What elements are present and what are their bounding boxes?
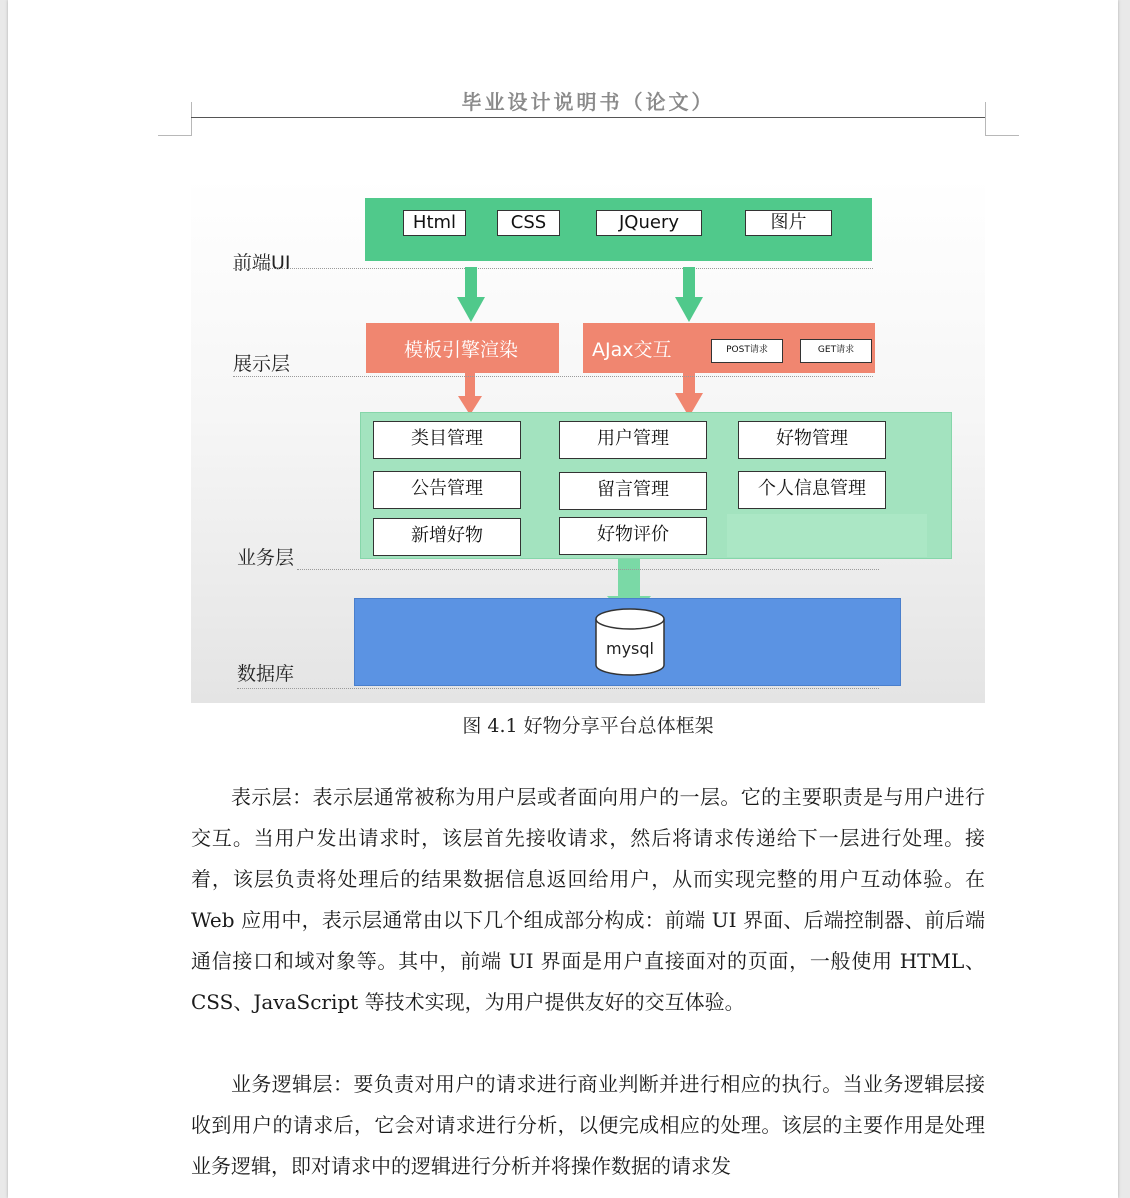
- template-render-box: [366, 323, 559, 373]
- crop-mark: [985, 102, 986, 136]
- frontend-item-html: Html: [403, 210, 466, 236]
- layer-divider: [233, 376, 873, 377]
- business-item-goods: 好物管理: [738, 421, 886, 459]
- frontend-item-image: 图片: [745, 210, 832, 236]
- down-arrow-icon: [457, 267, 485, 322]
- get-request-chip: GET请求: [800, 339, 872, 363]
- document-page: [8, 0, 1118, 1198]
- layer-divider: [237, 688, 879, 689]
- business-band-inner: [727, 514, 927, 557]
- layer-label-business: 业务层: [237, 547, 295, 569]
- business-item-review: 好物评价: [559, 517, 707, 555]
- crop-mark: [158, 135, 192, 136]
- layer-label-frontend: 前端UI: [233, 252, 291, 274]
- business-item-user: 用户管理: [559, 421, 707, 459]
- frontend-item-jquery: JQuery: [596, 210, 702, 236]
- business-item-add-goods: 新增好物: [373, 518, 521, 556]
- business-item-profile: 个人信息管理: [738, 471, 886, 509]
- header-rule: [191, 117, 985, 118]
- paragraph-business-layer: 业务逻辑层：要负责对用户的请求进行商业判断并进行相应的执行。当业务逻辑层接收到用户的请求后，它会对请求进行分析，以便完成相应的处理。该层的主要作用是处理业务逻辑，即对请求中的逻辑进行分析并将操作数据的请求发: [191, 1072, 985, 1178]
- business-item-message: 留言管理: [559, 472, 707, 510]
- down-arrow-icon: [675, 267, 703, 322]
- layer-divider: [297, 569, 879, 570]
- ajax-label: AJax交互: [592, 339, 672, 361]
- post-request-chip: POST请求: [711, 339, 783, 363]
- business-item-notice: 公告管理: [373, 471, 521, 509]
- crop-mark: [985, 135, 1019, 136]
- frontend-item-css: CSS: [497, 210, 560, 236]
- architecture-diagram: [191, 177, 985, 703]
- database-label: mysql: [606, 639, 654, 658]
- figure-caption: 图 4.1 好物分享平台总体框架: [462, 715, 714, 737]
- layer-label-presentation: 展示层: [233, 353, 291, 375]
- paragraph-presentation-layer: 表示层：表示层通常被称为用户层或者面向用户的一层。它的主要职责是与用户进行交互。当用户发出请求时，该层首先接收请求，然后将请求传递给下一层进行处理。接着，该层负责将处理后的结果数据信息返回给用户，从而实现完整的用户互动体验。在 Web 应用中，表示层通常由以下几个组成部分构成：前端 UI 界面、后端控制器、前后端通信接口和域对象等。其中，前端 UI 界面是用户直接面对的页面，一般使用 HTML、CSS、JavaScript 等技术实现，为用户提供友好的交互体验。: [191, 785, 985, 1014]
- business-item-category: 类目管理: [373, 421, 521, 459]
- template-render-label: 模板引擎渲染: [404, 339, 519, 361]
- page-header-title: 毕业设计说明书（论文）: [461, 90, 715, 114]
- layer-label-database: 数据库: [237, 663, 295, 685]
- down-arrow-icon: [458, 373, 482, 415]
